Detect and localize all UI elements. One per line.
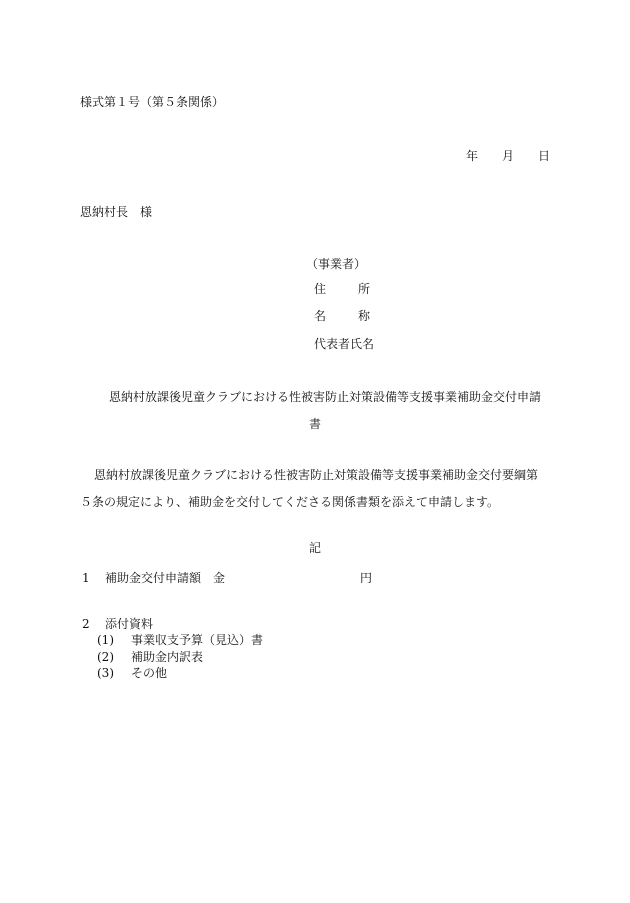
item-2-number: 2 bbox=[82, 617, 90, 631]
attachment-item bbox=[97, 651, 203, 663]
attachment-text: 補助金内訳表 bbox=[131, 650, 204, 664]
date-month: 月 bbox=[502, 149, 515, 163]
applicant-address-label bbox=[314, 283, 370, 295]
applicant-representative-label: 代表者氏名 bbox=[314, 337, 375, 351]
name-label-char-1: 名 bbox=[314, 309, 327, 323]
ki-marker: 記 bbox=[309, 541, 322, 555]
attachment-number: (3) bbox=[97, 666, 114, 680]
date-year: 年 bbox=[466, 149, 479, 163]
attachment-item bbox=[97, 634, 263, 646]
date-line bbox=[466, 150, 550, 162]
body-text-line-1: 恩納村放課後児童クラブにおける性被害防止対策設備等支援事業補助金交付要綱第 bbox=[94, 468, 539, 482]
attachment-item bbox=[97, 667, 167, 679]
item-1-label: 補助金交付申請額 金 bbox=[105, 571, 226, 585]
item-1-unit: 円 bbox=[360, 571, 373, 585]
form-number: 様式第１号（第５条関係） bbox=[80, 95, 225, 109]
attachment-text: 事業収支予算（見込）書 bbox=[131, 633, 264, 647]
attachment-number: (1) bbox=[97, 633, 114, 647]
applicant-name-label bbox=[314, 310, 370, 322]
document-title-line-1: 恩納村放課後児童クラブにおける性被害防止対策設備等支援事業補助金交付申請 bbox=[109, 390, 542, 404]
document-title-line-2: 書 bbox=[309, 417, 322, 431]
item-2-label: 添付資料 bbox=[105, 617, 154, 631]
applicant-heading: （事業者） bbox=[306, 257, 367, 271]
attachment-number: (2) bbox=[97, 650, 114, 664]
item-2-attachments bbox=[82, 618, 153, 630]
item-1-application-amount bbox=[82, 572, 225, 584]
body-text-line-2: ５条の規定により、補助金を交付してくださる関係書類を添えて申請します。 bbox=[80, 495, 500, 509]
attachment-text: その他 bbox=[131, 666, 168, 680]
address-label-char-2: 所 bbox=[358, 282, 371, 296]
date-day: 日 bbox=[538, 149, 551, 163]
address-label-char-1: 住 bbox=[314, 282, 327, 296]
addressee: 恩納村長 様 bbox=[80, 205, 153, 219]
name-label-char-2: 称 bbox=[358, 309, 371, 323]
item-1-number: 1 bbox=[82, 571, 90, 585]
